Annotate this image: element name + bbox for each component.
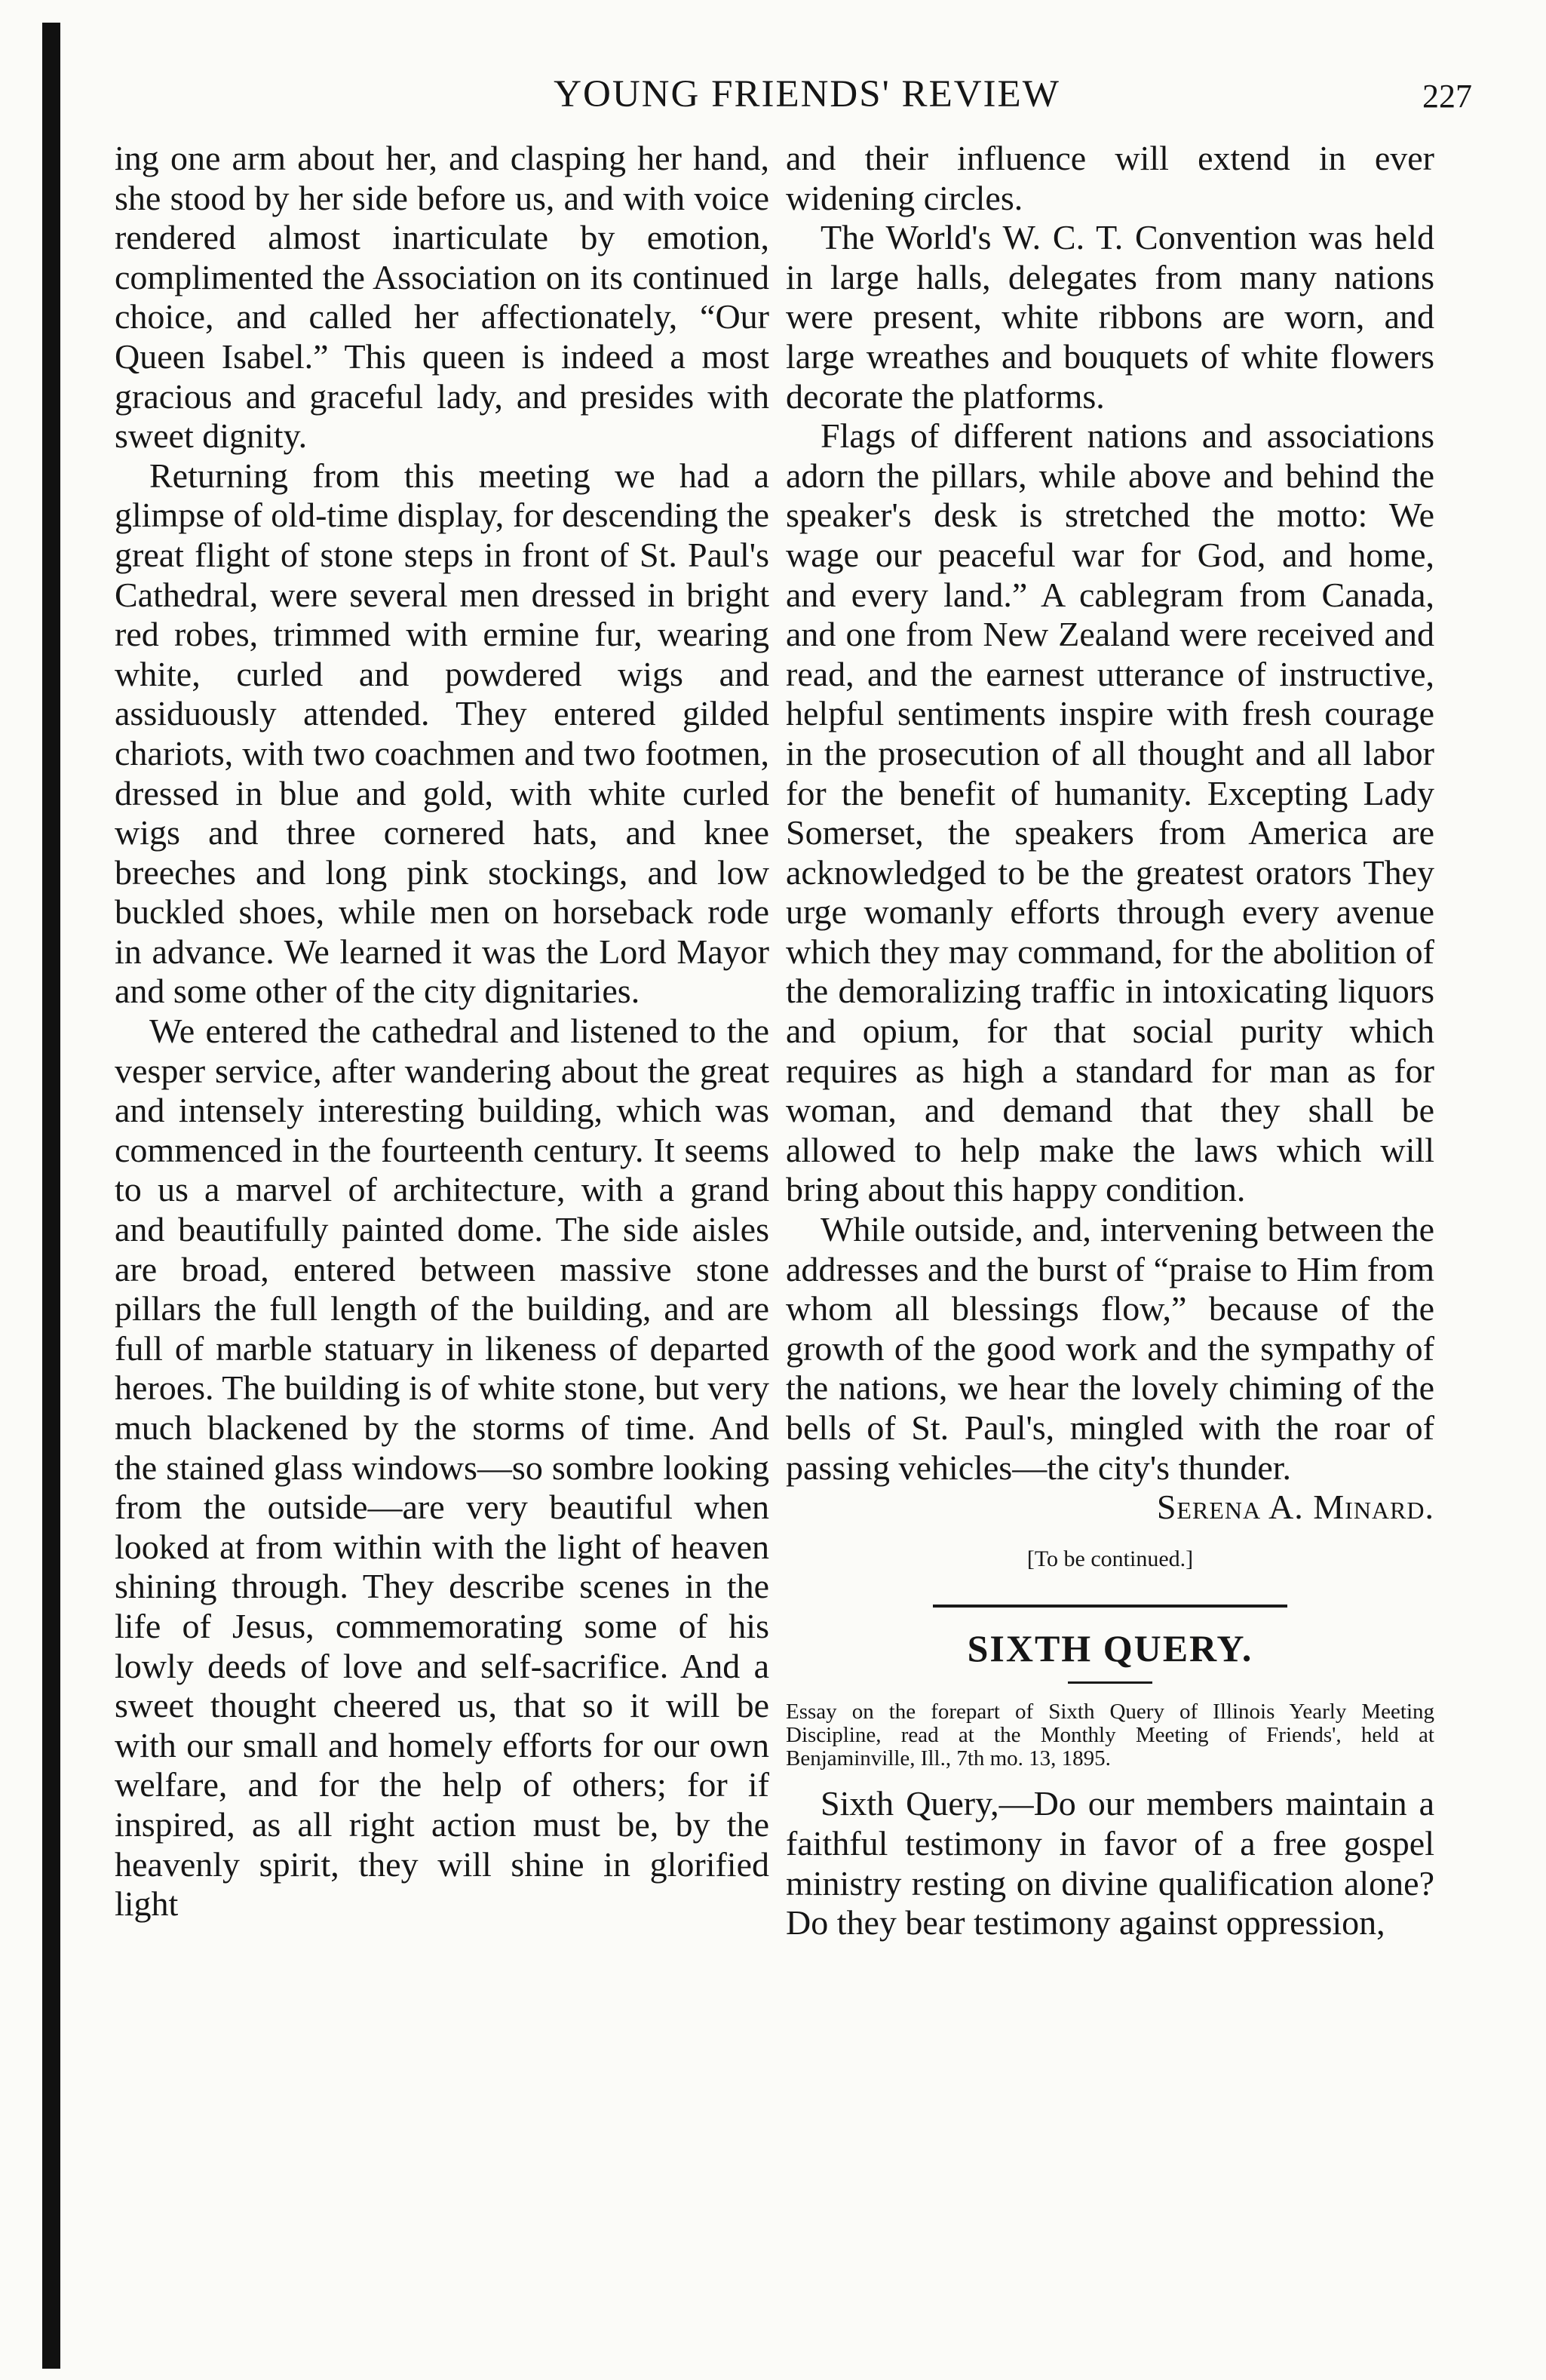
title-underline: [1068, 1681, 1152, 1684]
paragraph: While outside, and, intervening between the addresses and the burst of “praise to Him from whom all blessings flow,” because of the growth of the good work and the sympathy of the nations, we hear the lovely chiming of the bells of St. Paul's, mingled with the roar of passing vehicles—the city's thunder.: [786, 1210, 1434, 1487]
paragraph: Sixth Query,—Do our members maintain a faithful testimony in favor of a free gospel ministry resting on divine qualification alone? Do they bear testimony against oppression,: [786, 1784, 1434, 1942]
paragraph: and their influence will extend in ever widening circles.: [786, 139, 1434, 217]
paragraph: The World's W. C. T. Convention was held in large halls, delegates from many nations were present, white ribbons are worn, and large wreathes and bouquets of white flowers decorate the platforms.: [786, 218, 1434, 416]
page-binding-edge: [42, 23, 60, 2369]
paragraph: Flags of different nations and associations adorn the pillars, while above and behind the speaker's desk is stretched the motto: We wage our peaceful war for God, and home, and every land.” A cablegram from Canada, and one from New Zealand were received and read, and the earnest utterance of instructive, helpful sentiments inspire with fresh courage in the prosecution of all thought and all labor for the benefit of humanity. Excepting Lady Somerset, the speakers from America are acknowledged to be the greatest orators They urge womanly efforts through every avenue which they may command, for the abolition of the demoralizing traffic in intoxicating liquors and opium, for that social purity which requires as high a standard for man as for woman, and demand that they shall be allowed to help make the laws which will bring about this happy condition.: [786, 416, 1434, 1209]
continued-note: [To be continued.]: [1026, 1546, 1194, 1571]
author-signature: Serena A. Minard.: [1156, 1488, 1434, 1527]
page-number: 227: [1422, 78, 1472, 115]
paragraph: We entered the cathedral and listened to the vesper service, after wandering about the great and intensely interesting building, which was commenced in the fourteenth century. It seems to us a marvel of architecture, with a grand and beautifully painted dome. The side aisles are broad, entered between massive stone pillars the full length of the building, and are full of marble statuary in likeness of departed heroes. The building is of white stone, but very much blackened by the storms of time. And the stained glass windows—so sombre looking from the outside—are very beautiful when looked at from within with the light of heaven shining through. They describe scenes in the life of Jesus, commemorating some of his lowly deeds of love and self-sacrifice. And a sweet thought cheered us, that so it will be with our small and homely efforts for our own welfare, and for the help of others; for if inspired, as all right action must be, by the heavenly spirit, they will shine in glorified light: [115, 1012, 769, 1924]
journal-title: YOUNG FRIENDS' REVIEW: [554, 73, 1060, 115]
section-title: SIXTH QUERY.: [967, 1627, 1253, 1670]
right-column: [786, 139, 1434, 1943]
paragraph: Returning from this meeting we had a glimpse of old-time display, for descending the great flight of stone steps in front of St. Paul's Cathedral, were several men dressed in bright red robes, trimmed with ermine fur, wearing white, curled and powdered wigs and assiduously attended. They entered gilded chariots, with two coachmen and two footmen, dressed in blue and gold, with white curled wigs and three cornered hats, and knee breeches and long pink stockings, and low buckled shoes, while men on horseback rode in advance. We learned it was the Lord Mayor and some other of the city dignitaries.: [115, 456, 769, 1011]
section-divider: [933, 1605, 1287, 1608]
running-head: [121, 72, 1493, 125]
left-column: [115, 139, 769, 1924]
essay-note: Essay on the forepart of Sixth Query of Illinois Yearly Meeting Discipline, read at the Monthly Meeting of Friends', held at Benjaminville, Ill., 7th mo. 13, 1895.: [786, 1700, 1434, 1771]
paragraph: ing one arm about her, and clasping her hand, she stood by her side before us, and with voice rendered almost inarticulate by emotion, complimented the Association on its continued choice, and called her affectionately, “Our Queen Isabel.” This queen is indeed a most gracious and graceful lady, and presides with sweet dignity.: [115, 139, 769, 456]
